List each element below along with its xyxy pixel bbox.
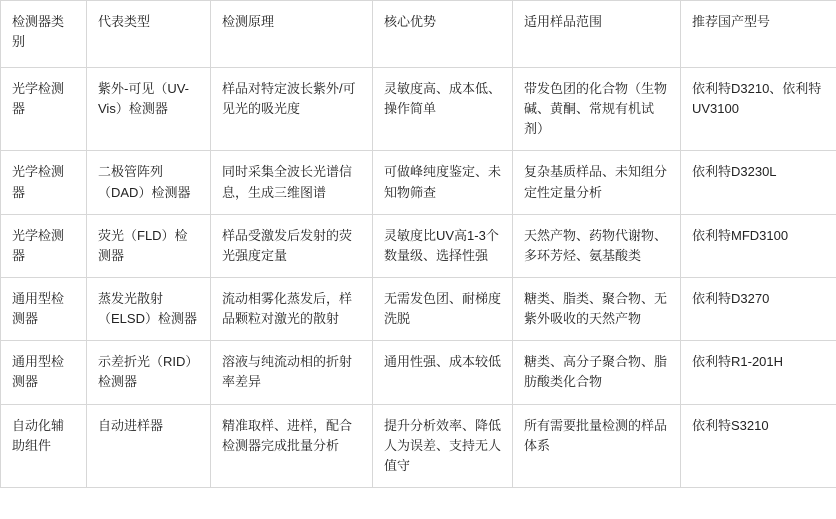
cell-principle: 流动相雾化蒸发后，样品颗粒对激光的散射 — [211, 277, 373, 340]
cell-principle: 精准取样、进样，配合检测器完成批量分析 — [211, 404, 373, 487]
cell-advantage: 灵敏度比UV高1-3个数量级、选择性强 — [373, 214, 513, 277]
column-header-type: 代表类型 — [87, 1, 211, 68]
cell-advantage: 通用性强、成本较低 — [373, 341, 513, 404]
cell-type: 荧光（FLD）检测器 — [87, 214, 211, 277]
cell-sample-scope: 天然产物、药物代谢物、多环芳烃、氨基酸类 — [513, 214, 681, 277]
cell-sample-scope: 复杂基质样品、未知组分定性定量分析 — [513, 151, 681, 214]
cell-principle: 溶液与纯流动相的折射率差异 — [211, 341, 373, 404]
cell-sample-scope: 糖类、脂类、聚合物、无紫外吸收的天然产物 — [513, 277, 681, 340]
table-body — [1, 68, 836, 488]
cell-category: 通用型检测器 — [1, 277, 87, 340]
table-row — [1, 214, 836, 277]
cell-sample-scope: 糖类、高分子聚合物、脂肪酸类化合物 — [513, 341, 681, 404]
cell-advantage: 可做峰纯度鉴定、未知物筛查 — [373, 151, 513, 214]
table-header — [1, 1, 836, 68]
cell-type: 蒸发光散射（ELSD）检测器 — [87, 277, 211, 340]
cell-recommended-model: 依利特MFD3100 — [681, 214, 836, 277]
cell-recommended-model: 依利特D3270 — [681, 277, 836, 340]
cell-advantage: 灵敏度高、成本低、操作简单 — [373, 68, 513, 151]
column-header-category: 检测器类别 — [1, 1, 87, 68]
table-row — [1, 151, 836, 214]
cell-category: 光学检测器 — [1, 68, 87, 151]
cell-type: 二极管阵列（DAD）检测器 — [87, 151, 211, 214]
cell-type: 紫外-可见（UV-Vis）检测器 — [87, 68, 211, 151]
cell-advantage: 无需发色团、耐梯度洗脱 — [373, 277, 513, 340]
cell-recommended-model: 依利特D3210、依利特UV3100 — [681, 68, 836, 151]
column-header-advantage: 核心优势 — [373, 1, 513, 68]
cell-sample-scope: 所有需要批量检测的样品体系 — [513, 404, 681, 487]
cell-recommended-model: 依利特R1-201H — [681, 341, 836, 404]
column-header-recommended-model: 推荐国产型号 — [681, 1, 836, 68]
cell-advantage: 提升分析效率、降低人为误差、支持无人值守 — [373, 404, 513, 487]
cell-recommended-model: 依利特S3210 — [681, 404, 836, 487]
cell-sample-scope: 带发色团的化合物（生物碱、黄酮、常规有机试剂） — [513, 68, 681, 151]
table-row — [1, 68, 836, 151]
table-header-row — [1, 1, 836, 68]
table-row — [1, 277, 836, 340]
cell-category: 自动化辅助组件 — [1, 404, 87, 487]
table-row — [1, 341, 836, 404]
table-row — [1, 404, 836, 487]
cell-principle: 样品受激发后发射的荧光强度定量 — [211, 214, 373, 277]
cell-type: 自动进样器 — [87, 404, 211, 487]
cell-category: 光学检测器 — [1, 214, 87, 277]
cell-type: 示差折光（RID）检测器 — [87, 341, 211, 404]
cell-principle: 样品对特定波长紫外/可见光的吸光度 — [211, 68, 373, 151]
column-header-principle: 检测原理 — [211, 1, 373, 68]
cell-category: 光学检测器 — [1, 151, 87, 214]
cell-category: 通用型检测器 — [1, 341, 87, 404]
column-header-sample-scope: 适用样品范围 — [513, 1, 681, 68]
cell-recommended-model: 依利特D3230L — [681, 151, 836, 214]
cell-principle: 同时采集全波长光谱信息，生成三维图谱 — [211, 151, 373, 214]
